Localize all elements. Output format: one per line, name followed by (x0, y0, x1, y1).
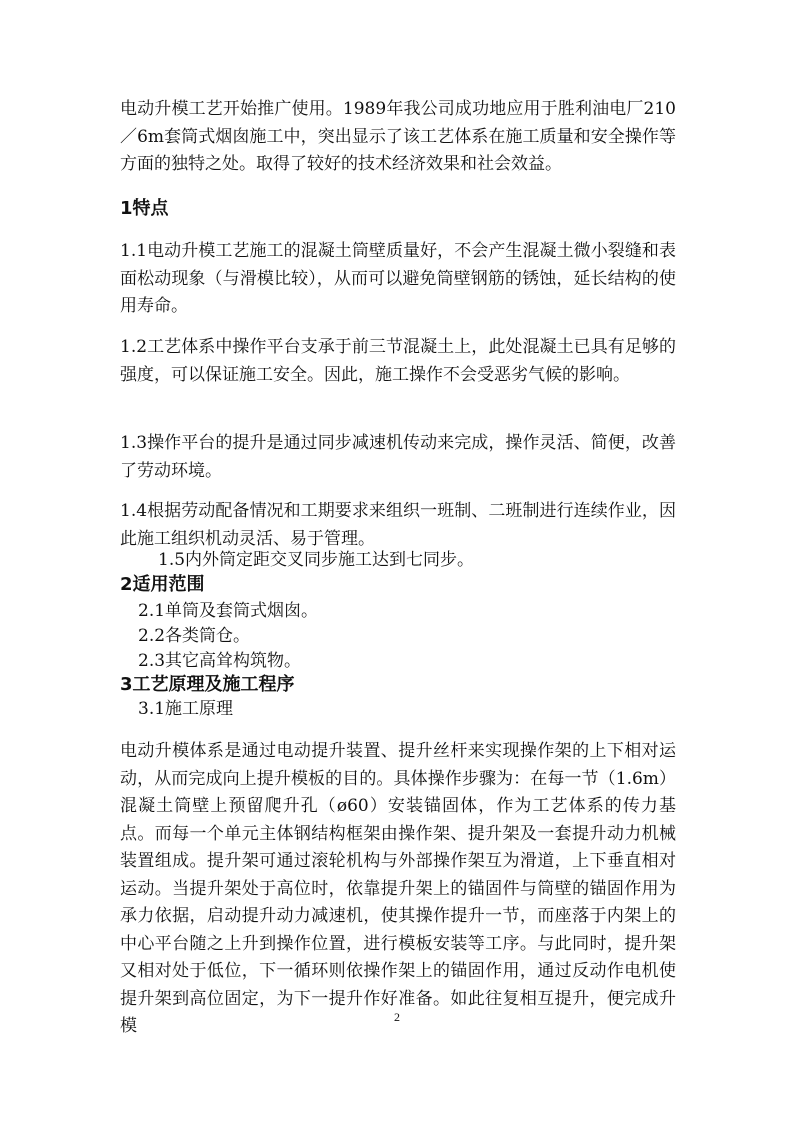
item-2-1: 2.1单筒及套筒式烟囱。 (138, 601, 319, 621)
section-2-heading: 2适用范围 (120, 574, 205, 595)
subsection-3-1-heading: 3.1施工原理 (138, 699, 234, 719)
section-1-heading: 1特点 (120, 198, 169, 219)
item-1-1: 1.1电动升模工艺施工的混凝土筒壁质量好，不会产生混凝土微小裂缝和表面松动现象（与滑模比较），从而可以避免筒壁钢筋的锈蚀，延长结构的使用寿命。 (120, 241, 676, 316)
item-2-3: 2.3其它高耸构筑物。 (138, 651, 302, 671)
intro-paragraph: 电动升模工艺开始推广使用。1989年我公司成功地应用于胜利油电厂210 ／6m套筒式烟囱施工中，突出显示了该工艺体系在施工质量和安全操作等方面的独特之处。取得了较好的技术经济效果和社会效益。 (120, 99, 676, 174)
item-1-5: 1.5内外筒定距交叉同步施工达到七同步。 (158, 550, 475, 570)
section-3-heading: 3工艺原理及施工程序 (120, 674, 295, 695)
item-1-2: 1.2工艺体系中操作平台支承于前三节混凝土上，此处混凝土已具有足够的强度，可以保证施工安全。因此，施工操作不会受恶劣气候的影响。 (120, 337, 676, 385)
section-3-body: 电动升模体系是通过电动提升装置、提升丝杆来实现操作架的上下相对运动，从而完成向上提升模板的目的。具体操作步骤为：在每一节（1.6m）混凝土筒壁上预留爬升孔（ø60）安装锚固体，作为工艺体系的传力基点。而每一个单元主体钢结构框架由操作架、提升架及一套提升动力机械装置组成。提升架可通过滚轮机构与外部操作架互为滑道，上下垂直相对运动。当提升架处于高位时，依靠提升架上的锚固件与筒壁的锚固作用为承力依据，启动提升动力减速机，使其操作提升一节，而座落于内架上的中心平台随之上升到操作位置，进行模板安装等工序。与此同时，提升架又相对处于低位，下一循环则依操作架上的锚固作用，通过反动作电机使提升架到高位固定，为下一提升作好准备。如此往复相互提升，便完成升模 (120, 741, 676, 1036)
item-2-2: 2.2各类筒仓。 (138, 626, 251, 646)
item-1-3: 1.3操作平台的提升是通过同步减速机传动来完成，操作灵活、简便，改善了劳动环境。 (120, 433, 676, 481)
item-1-4: 1.4根据劳动配备情况和工期要求来组织一班制、二班制进行连续作业，因此施工组织机动灵活、易于管理。 (120, 501, 676, 549)
page-number: 2 (394, 1010, 400, 1024)
